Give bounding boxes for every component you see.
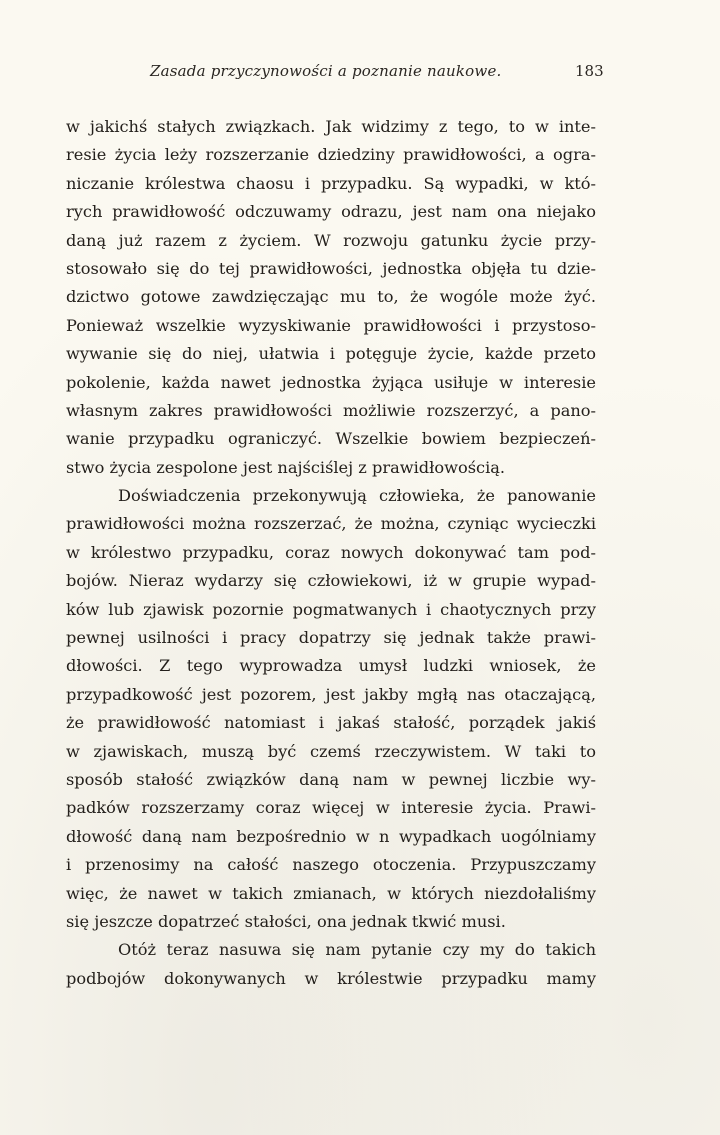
text-line: dzictwo gotowe zawdzięczając mu to, że wogóle może żyć.: [66, 287, 596, 307]
text-line: wanie przypadku ograniczyć. Wszelkie bowiem bezpieczeń-: [66, 429, 596, 449]
text-line: Otóż teraz nasuwa się nam pytanie czy my do takich: [118, 940, 596, 960]
text-line: bojów. Nieraz wydarzy się człowiekowi, iż w grupie wypad-: [66, 571, 596, 591]
text-line: resie życia leży rozszerzanie dziedziny prawidłowości, a ogra-: [66, 145, 596, 165]
text-line: w jakichś stałych związkach. Jak widzimy z tego, to w inte-: [66, 117, 596, 136]
text-line: stwo życia zespolone jest najściślej z prawidłowością.: [66, 457, 506, 477]
body-text: [66, 113, 596, 993]
text-line: podbojów dokonywanych w królestwie przypadku mamy: [66, 968, 596, 988]
text-line: własnym zakres prawidłowości możliwie rozszerzyć, a pano-: [66, 400, 596, 420]
text-line: w królestwo przypadku, coraz nowych dokonywać tam pod-: [66, 542, 596, 562]
text-line: padków rozszerzamy coraz więcej w interesie życia. Prawi-: [66, 798, 596, 818]
text-line: Ponieważ wszelkie wyzyskiwanie prawidłowości i przystoso-: [66, 315, 596, 335]
text-line: dłowość daną nam bezpośrednio w n wypadkach uogólniamy: [66, 826, 596, 846]
text-line: prawidłowości można rozszerzać, że można, czyniąc wycieczki: [66, 514, 596, 534]
text-line: pokolenie, każda nawet jednostka żyjąca usiłuje w interesie: [66, 372, 596, 392]
text-line: niczanie królestwa chaosu i przypadku. Są wypadki, w któ-: [66, 173, 596, 193]
text-line: sposób stałość związków daną nam w pewnej liczbie wy-: [66, 769, 596, 789]
text-line: daną już razem z życiem. W rozwoju gatunku życie przy-: [66, 230, 596, 250]
text-line: w zjawiskach, muszą być czemś rzeczywistem. W taki to: [66, 741, 596, 761]
text-line: więc, że nawet w takich zmianach, w których niezdołaliśmy: [66, 883, 596, 903]
text-line: wywanie się do niej, ułatwia i potęguje życie, każde przeto: [66, 344, 596, 364]
text-line: i przenosimy na całość naszego otoczenia. Przypuszczamy: [66, 855, 596, 875]
text-line: stosowało się do tej prawidłowości, jednostka objęła tu dzie-: [66, 258, 596, 278]
paragraph-2: [66, 482, 596, 936]
paragraph-3: [66, 936, 596, 993]
paragraph-1: [66, 113, 596, 482]
text-line: że prawidłowość natomiast i jakaś stałość, porządek jakiś: [66, 713, 596, 733]
text-line: Doświadczenia przekonywują człowieka, że panowanie: [118, 486, 596, 506]
text-line: rych prawidłowość odczuwamy odrazu, jest nam ona niejako: [66, 202, 596, 222]
page-number: 183: [575, 62, 604, 80]
text-line: się jeszcze dopatrzeć stałości, ona jednak tkwić musi.: [66, 911, 506, 931]
text-line: ków lub zjawisk pozornie pogmatwanych i chaotycznych przy: [66, 599, 596, 619]
text-line: pewnej usilności i pracy dopatrzy się jednak także prawi-: [66, 628, 596, 648]
running-title: Zasada przyczynowości a poznanie naukowe.: [150, 62, 502, 80]
text-line: dłowości. Z tego wyprowadza umysł ludzki wniosek, że: [66, 656, 596, 676]
text-line: przypadkowość jest pozorem, jest jakby mgłą nas otaczającą,: [66, 684, 596, 704]
